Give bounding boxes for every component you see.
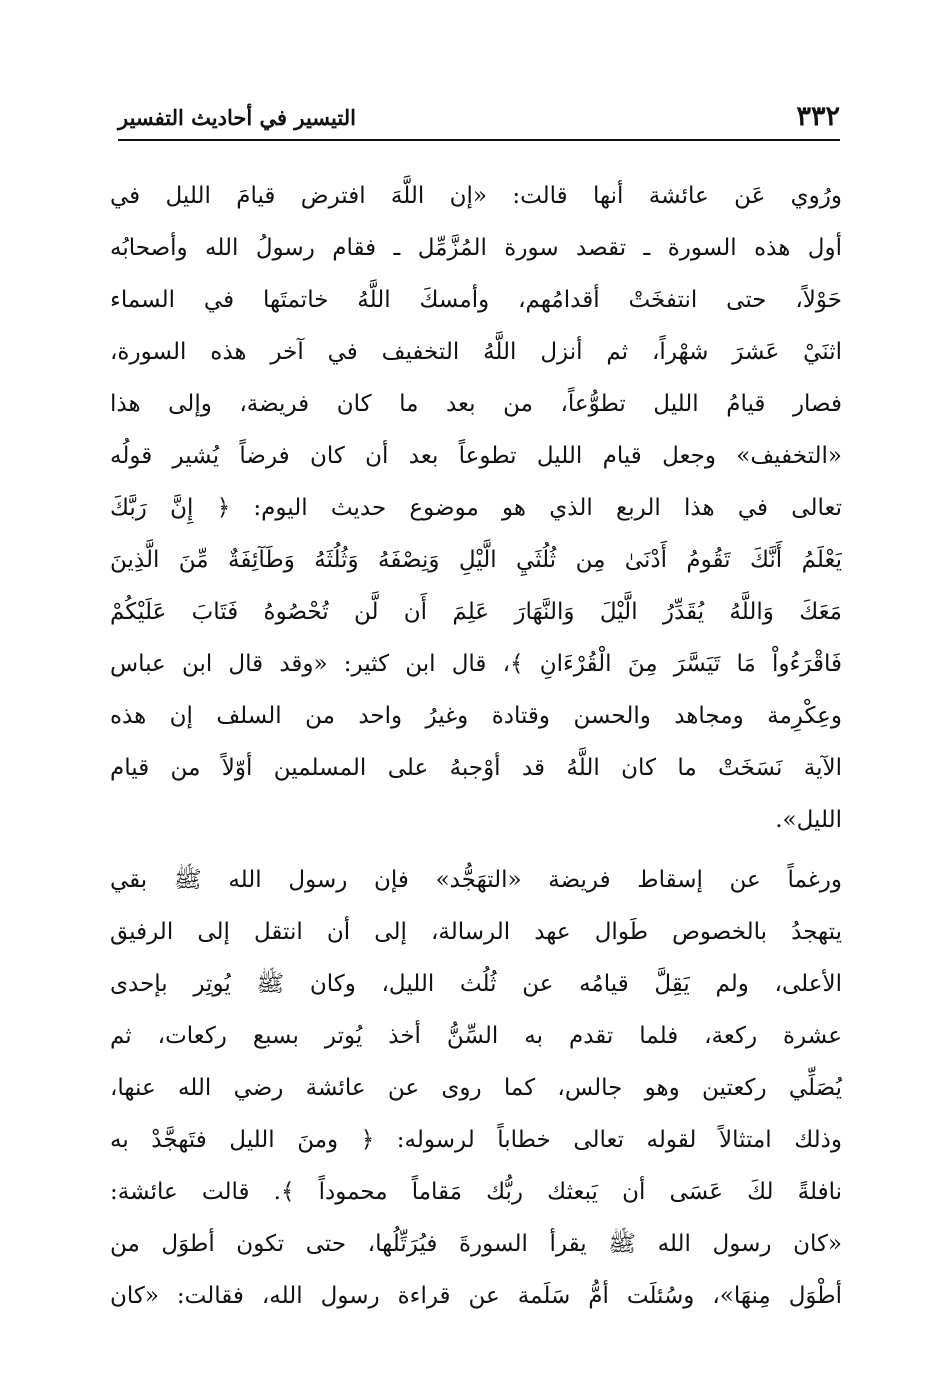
text-line: تعالى في هذا الربع الذي هو موضوع حديث اليوم: ﴿ إِنَّ رَبَّكَ	[110, 495, 842, 521]
text-line: فصار قيامُ الليل تطوُّعاً، من بعد ما كان فريضة، وإلى هذا	[110, 391, 842, 417]
quran-verse-line: مَعَكَ وَاللَّهُ يُقَدِّرُ الَّيْلَ وَالنَّهَارَ عَلِمَ أَن لَّن تُحْصُوهُ فَتَابَ عَلَيْكُمْ	[110, 599, 842, 625]
text-line: الليل».	[775, 807, 842, 833]
page-number: ٣٣٢	[796, 101, 840, 132]
text-line: وعِكْرِمة ومجاهد والحسن وقتادة وغيرُ واحد من السلف إن هذه	[110, 703, 842, 729]
text-line: أول هذه السورة ـ تقصد سورة المُزَّمِّل ـ فقام رسولُ الله وأصحابُه	[110, 235, 842, 261]
text-line: حَوْلاً، حتى انتفخَتْ أقدامُهم، وأمسكَ اللَّهُ خاتمتَها في السماء	[110, 287, 842, 313]
text-line: ورغماً عن إسقاط فريضة «التهَجُّد» فإن رسول الله ﷺ بقي	[110, 867, 842, 893]
text-line: وذلك امتثالاً لقوله تعالى خطاباً لرسوله: ﴿ ومنَ الليل فتَهجَّدْ به	[110, 1127, 842, 1153]
text-line: «التخفيف» وجعل قيام الليل تطوعاً بعد أن كان فرضاً يُشير قولُه	[110, 443, 842, 469]
text-line: اثنَيْ عَشرَ شهْراً، ثم أنزل اللَّهُ التخفيف في آخر هذه السورة،	[110, 339, 842, 365]
running-header	[118, 96, 840, 136]
paragraph-aisha-night-prayer	[110, 170, 842, 846]
book-title: التيسير في أحاديث التفسير	[118, 105, 356, 130]
text-line: أطْوَل مِنهَا»، وسُئلَت أمُّ سَلَمة عن قراءة رسول الله، فقالت: «كان	[110, 1283, 842, 1309]
text-line: نافلةً لكَ عَسَى أن يَبعثك ربُّك مَقاماً محموداً ﴾. قالت عائشة:	[110, 1179, 842, 1205]
text-line: ورُوي عَن عائشة أنها قالت: «إن اللَّهَ افترض قيامَ الليل في	[110, 183, 842, 209]
text-line: عشرة ركعة، فلما تقدم به السِّنُّ أخذ يُوتر بسبع ركعات، ثم	[110, 1023, 842, 1049]
header-rule	[118, 139, 840, 141]
text-line: يُصَلِّي ركعتين وهو جالس، كما روى عن عائشة رضي الله عنها،	[110, 1075, 842, 1101]
text-line: الآية نَسَخَتْ ما كان اللَّهُ قد أوْجبهُ على المسلمين أوّلاً من قيام	[110, 755, 842, 781]
quran-verse-line: يَعْلَمُ أَنَّكَ تَقُومُ أَدْنَىٰ مِن ثُلُثَيِ الَّيْلِ وَنِصْفَهُ وَثُلُثَهُ وَطَآئِفَةٌ مِّنَ الَّذِينَ	[110, 547, 842, 573]
text-line: يتهجدُ بالخصوص طَوال عهد الرسالة، إلى أن انتقل إلى الرفيق	[110, 919, 842, 945]
text-line: فَاقْرَءُواْ مَا تَيَسَّرَ مِنَ الْقُرْءَانِ ﴾، قال ابن كثير: «وقد قال ابن عباس	[110, 651, 842, 677]
paragraph-tahajjud	[110, 854, 842, 1322]
text-line: «كان رسول الله ﷺ يقرأ السورةَ فيُرَتِّلُها، حتى تكون أطوَل من	[110, 1231, 842, 1257]
text-line: الأعلى، ولم يَقِلَّ قيامُه عن ثُلُث الليل، وكان ﷺ يُوتِر بإحدى	[110, 971, 842, 997]
